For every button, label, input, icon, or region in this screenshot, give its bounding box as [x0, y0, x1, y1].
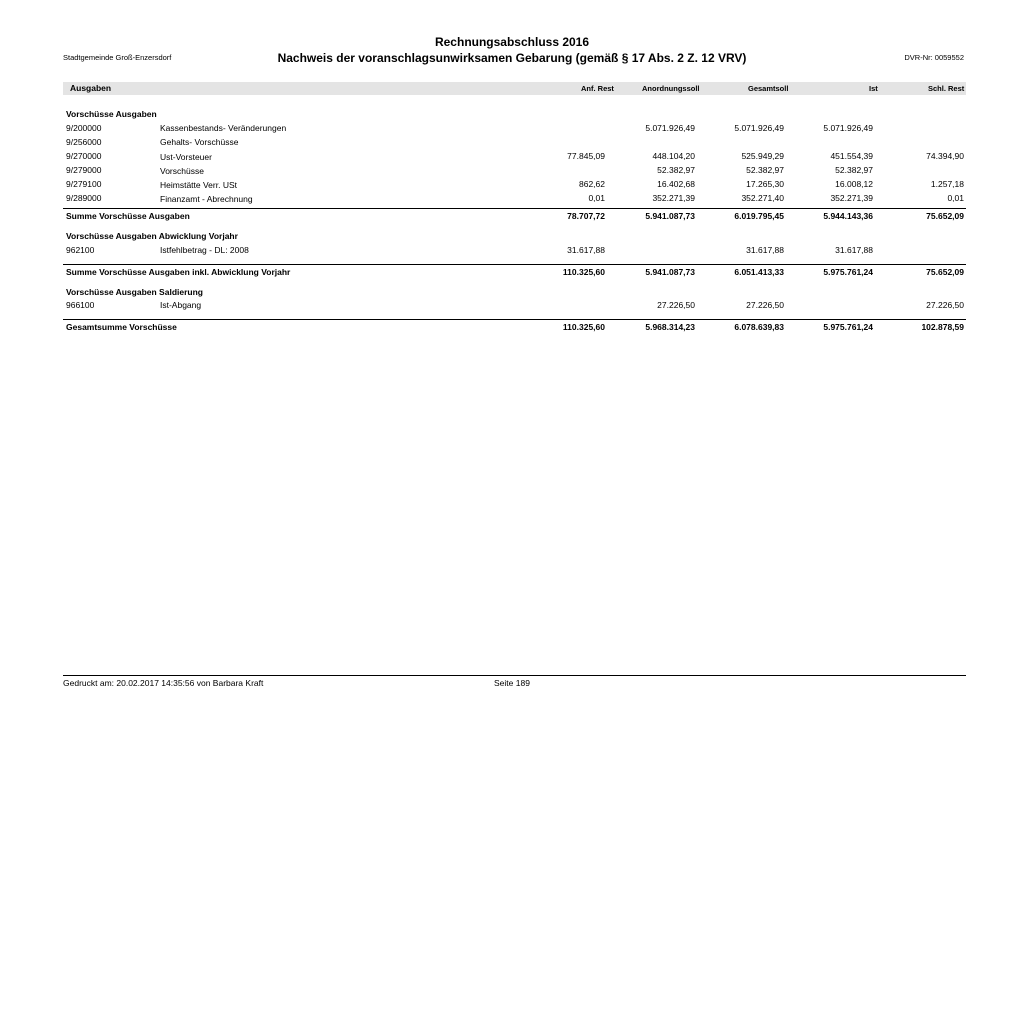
- cell-schl-rest: 102.878,59: [921, 322, 964, 332]
- divider: [63, 319, 966, 320]
- total-row: [0, 322, 1024, 336]
- row-description: Istfehlbetrag - DL: 2008: [160, 245, 249, 255]
- row-code: 9/200000: [66, 123, 102, 133]
- row-code: 9/270000: [66, 151, 102, 161]
- total-label: Gesamtsumme Vorschüsse: [66, 322, 177, 332]
- page-number: Seite 189: [494, 678, 530, 688]
- column-header-anf-rest: Anf. Rest: [581, 84, 614, 93]
- cell-gesamtsoll: 31.617,88: [746, 245, 784, 255]
- cell-anf-rest: 862,62: [579, 179, 605, 189]
- section-title-vorschuesse: Vorschüsse Ausgaben: [66, 109, 157, 119]
- cell-anf-rest: 77.845,09: [567, 151, 605, 161]
- cell-gesamtsoll: 6.051.413,33: [734, 267, 784, 277]
- row-description: Ust-Vorsteuer: [160, 152, 212, 162]
- column-header-schl-rest: Schl. Rest: [928, 84, 965, 93]
- sum-row: [0, 211, 1024, 225]
- row-description: Kassenbestands- Veränderungen: [160, 123, 287, 133]
- row-code: 9/279000: [66, 165, 102, 175]
- row-code: 9/256000: [66, 137, 102, 147]
- section-title-abwicklung-vorjahr: Vorschüsse Ausgaben Abwicklung Vorjahr: [66, 231, 238, 241]
- divider: [63, 264, 966, 265]
- cell-anf-rest: 31.617,88: [567, 245, 605, 255]
- cell-anordnungssoll: 352.271,39: [652, 193, 695, 203]
- cell-gesamtsoll: 5.071.926,49: [734, 123, 784, 133]
- cell-ist: 5.071.926,49: [823, 123, 873, 133]
- dvr-number: DVR-Nr: 0059552: [904, 53, 964, 62]
- row-description: Heimstätte Verr. USt: [160, 180, 237, 190]
- cell-anordnungssoll: 5.071.926,49: [645, 123, 695, 133]
- row-code: 9/289000: [66, 193, 102, 203]
- cell-gesamtsoll: 6.078.639,83: [734, 322, 784, 332]
- divider: [63, 208, 966, 209]
- cell-gesamtsoll: 352.271,40: [741, 193, 784, 203]
- table-row: [0, 137, 1024, 151]
- cell-ist: 5.975.761,24: [823, 322, 873, 332]
- cell-anf-rest: 110.325,60: [562, 267, 605, 277]
- cell-anordnungssoll: 448.104,20: [652, 151, 695, 161]
- column-header-ist: Ist: [869, 84, 878, 93]
- cell-anordnungssoll: 5.941.087,73: [645, 211, 695, 221]
- table-row: [0, 165, 1024, 179]
- row-description: Gehalts- Vorschüsse: [160, 137, 239, 147]
- table-row: [0, 123, 1024, 137]
- sum-label: Summe Vorschüsse Ausgaben: [66, 211, 190, 221]
- report-title: Rechnungsabschluss 2016: [434, 35, 590, 49]
- cell-gesamtsoll: 52.382,97: [746, 165, 784, 175]
- cell-anordnungssoll: 27.226,50: [657, 300, 695, 310]
- cell-schl-rest: 75.652,09: [926, 211, 964, 221]
- sum-row: [0, 267, 1024, 281]
- organization-name: Stadtgemeinde Groß-Enzersdorf: [63, 53, 172, 62]
- row-code: 966100: [66, 300, 95, 310]
- cell-schl-rest: 1.257,18: [930, 179, 964, 189]
- cell-schl-rest: 27.226,50: [926, 300, 964, 310]
- cell-schl-rest: 75.652,09: [926, 267, 964, 277]
- section-title-saldierung: Vorschüsse Ausgaben Saldierung: [66, 287, 203, 297]
- cell-ist: 16.008,12: [835, 179, 873, 189]
- cell-schl-rest: 0,01: [947, 193, 964, 203]
- cell-gesamtsoll: 525.949,29: [741, 151, 784, 161]
- table-row: [0, 179, 1024, 193]
- printed-info: Gedruckt am: 20.02.2017 14:35:56 von Barbara Kraft: [63, 678, 264, 688]
- cell-gesamtsoll: 27.226,50: [746, 300, 784, 310]
- cell-ist: 5.975.761,24: [823, 267, 873, 277]
- cell-anordnungssoll: 52.382,97: [657, 165, 695, 175]
- cell-anordnungssoll: 16.402,68: [657, 179, 695, 189]
- table-header: [63, 82, 966, 95]
- cell-ist: 31.617,88: [835, 245, 873, 255]
- cell-schl-rest: 74.394,90: [926, 151, 964, 161]
- column-header-ausgaben: Ausgaben: [70, 83, 112, 93]
- cell-anf-rest: 0,01: [588, 193, 605, 203]
- column-header-anordnungssoll: Anordnungssoll: [642, 84, 700, 93]
- row-description: Finanzamt - Abrechnung: [160, 194, 253, 204]
- report-subtitle: Nachweis der voranschlagsunwirksamen Gebarung (gemäß § 17 Abs. 2 Z. 12 VRV): [277, 51, 747, 65]
- table-row: [0, 193, 1024, 207]
- cell-ist: 352.271,39: [830, 193, 873, 203]
- row-description: Vorschüsse: [160, 166, 204, 176]
- sum-label: Summe Vorschüsse Ausgaben inkl. Abwicklung Vorjahr: [66, 267, 291, 277]
- cell-gesamtsoll: 6.019.795,45: [734, 211, 784, 221]
- cell-ist: 451.554,39: [830, 151, 873, 161]
- table-row: [0, 300, 1024, 314]
- cell-ist: 5.944.143,36: [823, 211, 873, 221]
- column-header-gesamtsoll: Gesamtsoll: [748, 84, 789, 93]
- row-description: Ist-Abgang: [160, 300, 202, 310]
- table-row: [0, 151, 1024, 165]
- row-code: 962100: [66, 245, 95, 255]
- cell-anf-rest: 110.325,60: [562, 322, 605, 332]
- cell-ist: 52.382,97: [835, 165, 873, 175]
- cell-anordnungssoll: 5.968.314,23: [645, 322, 695, 332]
- row-code: 9/279100: [66, 179, 102, 189]
- cell-anordnungssoll: 5.941.087,73: [645, 267, 695, 277]
- cell-anf-rest: 78.707,72: [567, 211, 605, 221]
- cell-gesamtsoll: 17.265,30: [746, 179, 784, 189]
- table-row: [0, 245, 1024, 259]
- footer-divider: [63, 675, 966, 676]
